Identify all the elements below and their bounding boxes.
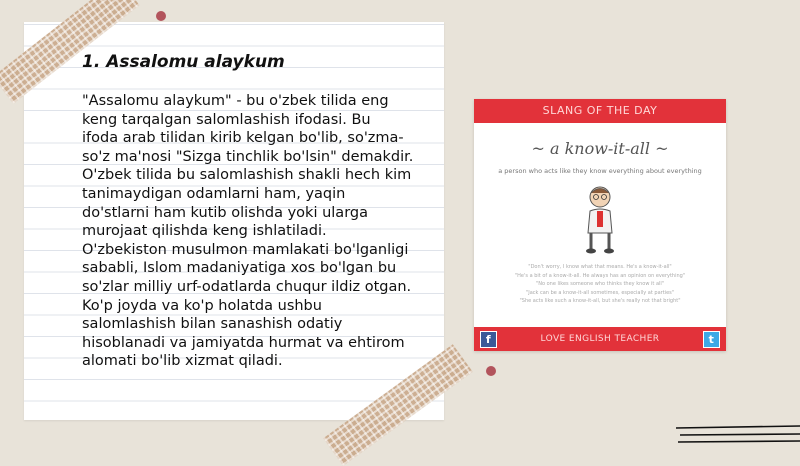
- example-sentence: "He's a bit of a know-it-all. He always has an opinion on everything": [514, 272, 686, 279]
- body-line: so'z ma'nosi "Sizga tinchlik bo'lsin" demakdir.: [82, 148, 414, 165]
- body-line: Ko'p joyda va ko'p holatda ushbu: [82, 297, 322, 314]
- example-sentence: "Don't worry, I know what that means. He's a know-it-all": [528, 264, 672, 270]
- body-line: tanimaydigan odamlarni ham, yaqin: [82, 185, 346, 202]
- card-footer: [474, 327, 726, 351]
- body-line: salomlashish bilan sanashish odatiy: [82, 316, 343, 333]
- section-heading: 1. Assalomu alaykum: [82, 52, 285, 72]
- card-header: SLANG OF THE DAY: [474, 99, 726, 123]
- body-line: alomati bo'lib xizmat qiladi.: [82, 353, 283, 370]
- body-line: O'zbekiston musulmon mamlakati bo'lganligi: [82, 241, 409, 258]
- body-line: keng tarqalgan salomlashish ifodasi. Bu: [82, 111, 371, 128]
- example-sentence: "Jack can be a know-it-all sometimes, especially at parties": [525, 289, 675, 296]
- body-line: ifoda arab tilidan kirib kelgan bo'lib, so'zma-: [82, 130, 404, 147]
- card-definition: a person who acts like they know everything about everything: [498, 167, 702, 175]
- body-line: do'stlarni ham kutib olishda yoki ularga: [82, 204, 368, 221]
- decorative-lines-icon: [676, 424, 800, 446]
- body-line: "Assalomu alaykum" - bu o'zbek tilida eng: [82, 93, 389, 109]
- body-line: so'zlar milliy urf-odatlarda chuqur ildiz otgan.: [82, 278, 412, 295]
- pin-top: [156, 11, 166, 21]
- body-paragraph: [82, 92, 427, 371]
- character-illustration-icon: [580, 183, 620, 255]
- body-line: murojaat qilishda keng ishlatiladi.: [82, 223, 327, 240]
- example-sentence: "She acts like such a know-it-all, but she's really not that bright": [519, 298, 681, 305]
- pin-bottom: [486, 366, 496, 376]
- body-line: O'zbek tilida bu salomlashish shakli hech kim: [82, 167, 412, 184]
- body-line: sababli, Islom madaniyatiga xos bo'lgan bu: [82, 260, 397, 277]
- card-title: ~ a know-it-all ~: [531, 139, 669, 158]
- facebook-icon: f: [480, 331, 497, 348]
- card-examples: [492, 263, 708, 306]
- body-line: hisoblanadi va jamiyatda hurmat va ehtirom: [82, 334, 405, 351]
- example-sentence: "No one likes someone who thinks they know it all": [535, 281, 665, 288]
- card-footer-label: LOVE ENGLISH TEACHER: [540, 334, 660, 344]
- twitter-icon: t: [703, 331, 720, 348]
- slang-card-image: [474, 99, 726, 351]
